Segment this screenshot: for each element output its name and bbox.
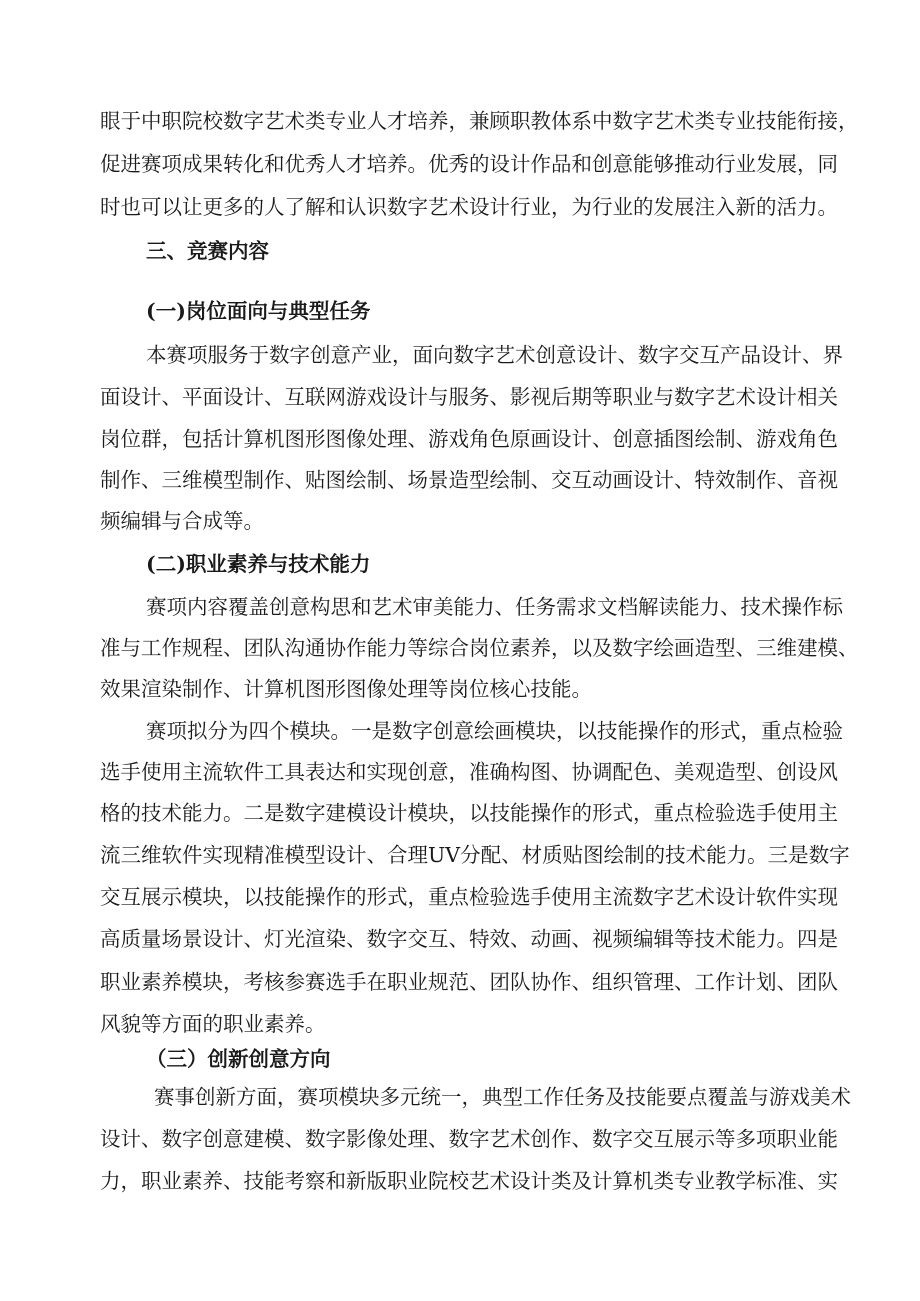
paragraph-line: 岗位群，包括计算机图形图像处理、游戏角色原画设计、创意插图绘制、游戏角色 <box>100 427 838 451</box>
section-heading: 三、竞赛内容 <box>146 239 269 263</box>
paragraph-line: 面设计、平面设计、互联网游戏设计与服务、影视后期等职业与数字艺术设计相关 <box>100 385 838 409</box>
paragraph-line: 效果渲染制作、计算机图形图像处理等岗位核心技能。 <box>100 677 592 701</box>
paragraph-line: 时也可以让更多的人了解和认识数字艺术设计行业，为行业的发展注入新的活力。 <box>100 195 838 219</box>
paragraph-line: 频编辑与合成等。 <box>100 509 264 533</box>
paragraph-line: 流三维软件实现精准模型设计、合理UV分配、材质贴图绘制的技术能力。三是数字 <box>100 843 850 867</box>
subsection-heading: (二)职业素养与技术能力 <box>146 552 371 576</box>
paragraph-line: 高质量场景设计、灯光渲染、数字交互、特效、动画、视频编辑等技术能力。四是 <box>100 927 838 951</box>
paragraph-line: 制作、三维模型制作、贴图绘制、场景造型绘制、交互动画设计、特效制作、音视 <box>100 468 838 492</box>
paragraph-line: 赛事创新方面，赛项模块多元统一，典型工作任务及技能要点覆盖与游戏美术 <box>154 1085 851 1109</box>
paragraph-line: 眼于中职院校数字艺术类专业人才培养，兼顾职教体系中数字艺术类专业技能衔接， <box>100 109 859 133</box>
subsection-heading: (一)岗位面向与典型任务 <box>146 299 371 323</box>
paragraph-line: 准与工作规程、团队沟通协作能力等综合岗位素养，以及数字绘画造型、三维建模、 <box>100 636 859 660</box>
paragraph-line: 赛项拟分为四个模块。一是数字创意绘画模块，以技能操作的形式，重点检验 <box>146 719 843 743</box>
paragraph-line: 格的技术能力。二是数字建模设计模块，以技能操作的形式，重点检验选手使用主 <box>100 801 838 825</box>
paragraph-line: 选手使用主流软件工具表达和实现创意，准确构图、协调配色、美观造型、创设风 <box>100 760 838 784</box>
paragraph-line: 交互展示模块，以技能操作的形式，重点检验选手使用主流数字艺术设计软件实现 <box>100 885 838 909</box>
subsection-heading: （三）创新创意方向 <box>146 1047 331 1071</box>
paragraph-line: 职业素养模块，考核参赛选手在职业规范、团队协作、组织管理、工作计划、团队 <box>100 970 838 994</box>
paragraph-line: 本赛项服务于数字创意产业，面向数字艺术创意设计、数字交互产品设计、界 <box>146 343 843 367</box>
paragraph-line: 设计、数字创意建模、数字影像处理、数字艺术创作、数字交互展示等多项职业能 <box>100 1127 838 1151</box>
paragraph-line: 赛项内容覆盖创意构思和艺术审美能力、任务需求文档解读能力、技术操作标 <box>146 595 843 619</box>
paragraph-line: 促进赛项成果转化和优秀人才培养。优秀的设计作品和创意能够推动行业发展，同 <box>100 152 838 176</box>
paragraph-line: 风貌等方面的职业素养。 <box>100 1012 326 1036</box>
paragraph-line: 力，职业素养、技能考察和新版职业院校艺术设计类及计算机类专业教学标准、实 <box>100 1169 838 1193</box>
